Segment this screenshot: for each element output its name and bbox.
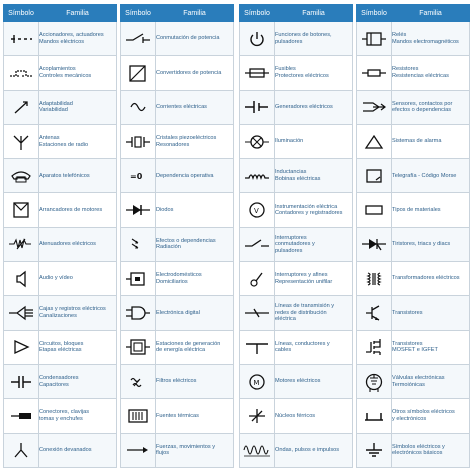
diode-icon xyxy=(125,202,151,218)
table-row xyxy=(121,124,234,158)
telephone-icon xyxy=(9,168,33,184)
family-label: Adaptabilidad Variabilidad xyxy=(39,100,73,114)
family-label: Convertidores de potencia xyxy=(156,69,222,76)
table-row xyxy=(4,262,117,296)
family-label: Cristales piezoeléctricos Resonadores xyxy=(156,134,217,148)
header-family: Familia xyxy=(392,5,470,22)
family-label: Conexión devanados xyxy=(39,446,92,453)
force-arrow-icon xyxy=(125,442,151,458)
thermal-source-icon xyxy=(125,407,151,425)
table-row xyxy=(4,227,117,261)
svg-text:M: M xyxy=(253,378,260,387)
family-label: Telegrafía - Código Morse xyxy=(392,172,457,179)
table-row xyxy=(121,330,234,364)
table-row xyxy=(357,159,470,193)
table-row xyxy=(4,159,117,193)
mechanical-coupling-icon xyxy=(9,65,33,81)
table-row xyxy=(240,124,353,158)
family-label: Audio y vídeo xyxy=(39,275,73,282)
connector-plug-icon xyxy=(9,408,33,424)
vacuum-tube-icon xyxy=(362,372,386,392)
ac-current-icon xyxy=(126,99,150,115)
table-row xyxy=(357,330,470,364)
operating-dependency-icon xyxy=(126,168,150,184)
table-row xyxy=(357,296,470,330)
morse-telegraph-icon xyxy=(362,167,386,185)
power-switch-icon xyxy=(125,31,151,47)
table-row xyxy=(4,22,117,56)
thyristor-icon xyxy=(361,235,387,253)
appliance-icon xyxy=(125,270,151,288)
family-label: Fuerzas, movimientos y flujos xyxy=(156,443,216,457)
adaptability-arrow-icon xyxy=(9,99,33,115)
symbol-table-3 xyxy=(239,4,353,468)
family-label: Sensores, contactos por efectos o dependencias xyxy=(392,100,453,114)
conductor-line-icon xyxy=(244,338,270,356)
winding-connection-icon xyxy=(9,441,33,459)
family-label: Conmutación de potencia xyxy=(156,35,220,42)
family-label: Antenas Estaciones de radio xyxy=(39,134,89,148)
family-label: Electrodomésticos Domiciliarios xyxy=(156,272,202,285)
table-row xyxy=(240,159,353,193)
family-label: Iluminación xyxy=(275,138,304,145)
table-row xyxy=(121,296,234,330)
family-label: Fusibles Protectores eléctricos xyxy=(275,66,329,79)
family-label: Ondas, pulsos e impulsos xyxy=(275,446,340,453)
table-row xyxy=(240,22,353,56)
digital-gate-icon xyxy=(125,305,151,321)
table-row xyxy=(240,90,353,124)
circuit-triangle-icon xyxy=(9,339,33,355)
table-row xyxy=(121,193,234,227)
family-label: Funciones de botones, pulsadores xyxy=(275,32,332,45)
family-label: Accionadores, actuadores Mandos eléctricos xyxy=(39,32,104,45)
table-row xyxy=(4,399,117,433)
relay-icon xyxy=(361,30,387,48)
lamp-icon xyxy=(244,133,270,151)
family-label: Sistemas de alarma xyxy=(392,138,442,145)
family-label: Dependencia operativa xyxy=(156,172,214,179)
family-label: Tiristores, triacs y diacs xyxy=(392,241,451,248)
table-row xyxy=(240,262,353,296)
wave-icon xyxy=(243,441,271,459)
electric-filter-icon xyxy=(126,374,150,390)
triangle-system-icon xyxy=(362,134,386,150)
family-label: Otros símbolos eléctricos y electrónicos xyxy=(392,409,455,422)
table-row xyxy=(121,56,234,90)
table-row xyxy=(4,90,117,124)
table-row xyxy=(121,159,234,193)
family-label: Inductancias Bobinas eléctricas xyxy=(275,169,321,182)
header-symbol: Símbolo xyxy=(240,5,275,22)
family-label: Generadores eléctricos xyxy=(275,103,333,110)
table-row xyxy=(357,227,470,261)
power-button-icon xyxy=(245,30,269,48)
family-label: Acoplamientos Controles mecánicos xyxy=(39,66,92,79)
table-row xyxy=(357,433,470,467)
table-row xyxy=(357,364,470,398)
family-label: Símbolos eléctricos y electrónicos básicos xyxy=(392,443,445,457)
family-label: Líneas de transmisión y redes de distribución eléctrica xyxy=(275,303,335,323)
family-label: Diodos xyxy=(156,206,174,213)
family-label: Transistores MOSFET e IGFET xyxy=(392,340,438,354)
header-symbol: Símbolo xyxy=(357,5,392,22)
inductor-icon xyxy=(244,168,270,184)
table-row xyxy=(357,56,470,90)
table-row xyxy=(357,90,470,124)
table-row xyxy=(240,296,353,330)
generator-icon xyxy=(244,99,270,115)
symbol-table-4 xyxy=(356,4,470,468)
family-label: Interruptores y afines Representación unifilar xyxy=(275,272,333,285)
table-row xyxy=(240,330,353,364)
svg-text:=0: =0 xyxy=(130,171,143,181)
motor-starter-icon xyxy=(9,201,33,219)
table-row xyxy=(357,262,470,296)
symbol-table-2 xyxy=(120,4,234,468)
family-label: Electrónica digital xyxy=(156,309,200,316)
transformer-icon xyxy=(362,270,386,288)
table-row xyxy=(357,124,470,158)
table-row xyxy=(4,56,117,90)
table-row xyxy=(4,296,117,330)
header-family: Familia xyxy=(275,5,353,22)
family-label: Fuentes térmicas xyxy=(156,412,199,419)
table-row xyxy=(4,193,117,227)
family-label: Válvulas electrónicas Termoiónicas xyxy=(392,375,445,388)
transistor-icon xyxy=(362,304,386,322)
family-label: Circuitos, bloques Etapas eléctricas xyxy=(39,340,84,354)
family-label: Motores eléctricos xyxy=(275,378,321,385)
table-row xyxy=(4,433,117,467)
family-label: Transistores xyxy=(392,309,423,316)
instrument-icon xyxy=(245,201,269,219)
family-label: Líneas, conductores y cables xyxy=(275,340,330,354)
family-label: Arrancadores de motores xyxy=(39,206,103,213)
family-label: Resistores Resistencias eléctricas xyxy=(392,66,449,79)
generation-station-icon xyxy=(125,338,151,356)
contact-switch-icon xyxy=(244,236,270,252)
table-row xyxy=(357,193,470,227)
svg-text:V: V xyxy=(254,207,259,216)
speaker-icon xyxy=(9,270,33,288)
dashed-branch-icon xyxy=(9,31,33,47)
table-row xyxy=(357,399,470,433)
family-label: Efectos o dependencias Radiación xyxy=(156,237,216,251)
family-label: Condensadores Capacitores xyxy=(39,375,79,388)
family-label: Aparatos telefónicos xyxy=(39,172,90,179)
table-row xyxy=(240,364,353,398)
family-label: Relés Mandos electromagnéticos xyxy=(392,32,459,45)
power-converter-icon xyxy=(126,64,150,82)
header-family: Familia xyxy=(39,5,117,22)
table-row xyxy=(240,227,353,261)
antenna-icon xyxy=(9,133,33,151)
other-symbols-icon xyxy=(362,408,386,424)
motor-icon xyxy=(245,373,269,391)
family-label: Cajas y registros eléctricos Canalizaciones xyxy=(39,306,106,320)
similar-switch-icon xyxy=(245,270,269,288)
family-label: Interruptores conmutadores y pulsadores xyxy=(275,234,315,254)
table-row xyxy=(121,262,234,296)
symbol-table-1 xyxy=(3,4,117,468)
table-row xyxy=(240,56,353,90)
table-row xyxy=(240,433,353,467)
family-label: Estaciones de generación de energía eléctrica xyxy=(156,340,221,354)
table-row xyxy=(4,124,117,158)
sensor-icon xyxy=(361,99,387,115)
family-label: Núcleos férricos xyxy=(275,412,316,419)
header-family: Familia xyxy=(156,5,234,22)
material-rect-icon xyxy=(362,202,386,218)
mosfet-icon xyxy=(362,338,386,356)
table-row xyxy=(4,364,117,398)
table-row xyxy=(121,364,234,398)
fuse-icon xyxy=(244,65,270,81)
family-label: Instrumentación eléctrica Contadores y registradores xyxy=(275,203,343,217)
header-symbol: Símbolo xyxy=(4,5,39,22)
family-label: Filtros eléctricos xyxy=(156,378,197,385)
ferrite-core-icon xyxy=(245,407,269,425)
family-label: Tipos de materiales xyxy=(392,206,441,213)
table-row xyxy=(121,22,234,56)
piezo-crystal-icon xyxy=(125,134,151,150)
family-label: Transformadores eléctricos xyxy=(392,275,460,282)
table-row xyxy=(357,22,470,56)
resistor-icon xyxy=(361,65,387,81)
transmission-line-icon xyxy=(244,305,270,321)
table-row xyxy=(4,330,117,364)
table-row xyxy=(240,399,353,433)
capacitor-icon xyxy=(9,374,33,390)
radiation-effect-icon xyxy=(126,235,150,253)
table-row xyxy=(121,399,234,433)
table-row xyxy=(240,193,353,227)
family-label: Atenuadores eléctricos xyxy=(39,241,96,248)
ground-icon xyxy=(362,441,386,459)
attenuator-icon xyxy=(8,236,34,252)
header-symbol: Símbolo xyxy=(121,5,156,22)
family-label: Corrientes eléctricas xyxy=(156,103,207,110)
table-row xyxy=(121,90,234,124)
table-row xyxy=(121,433,234,467)
table-row xyxy=(121,227,234,261)
family-label: Conectores, clavijas tomas y enchufes xyxy=(39,409,90,422)
cable-box-icon xyxy=(8,305,34,321)
